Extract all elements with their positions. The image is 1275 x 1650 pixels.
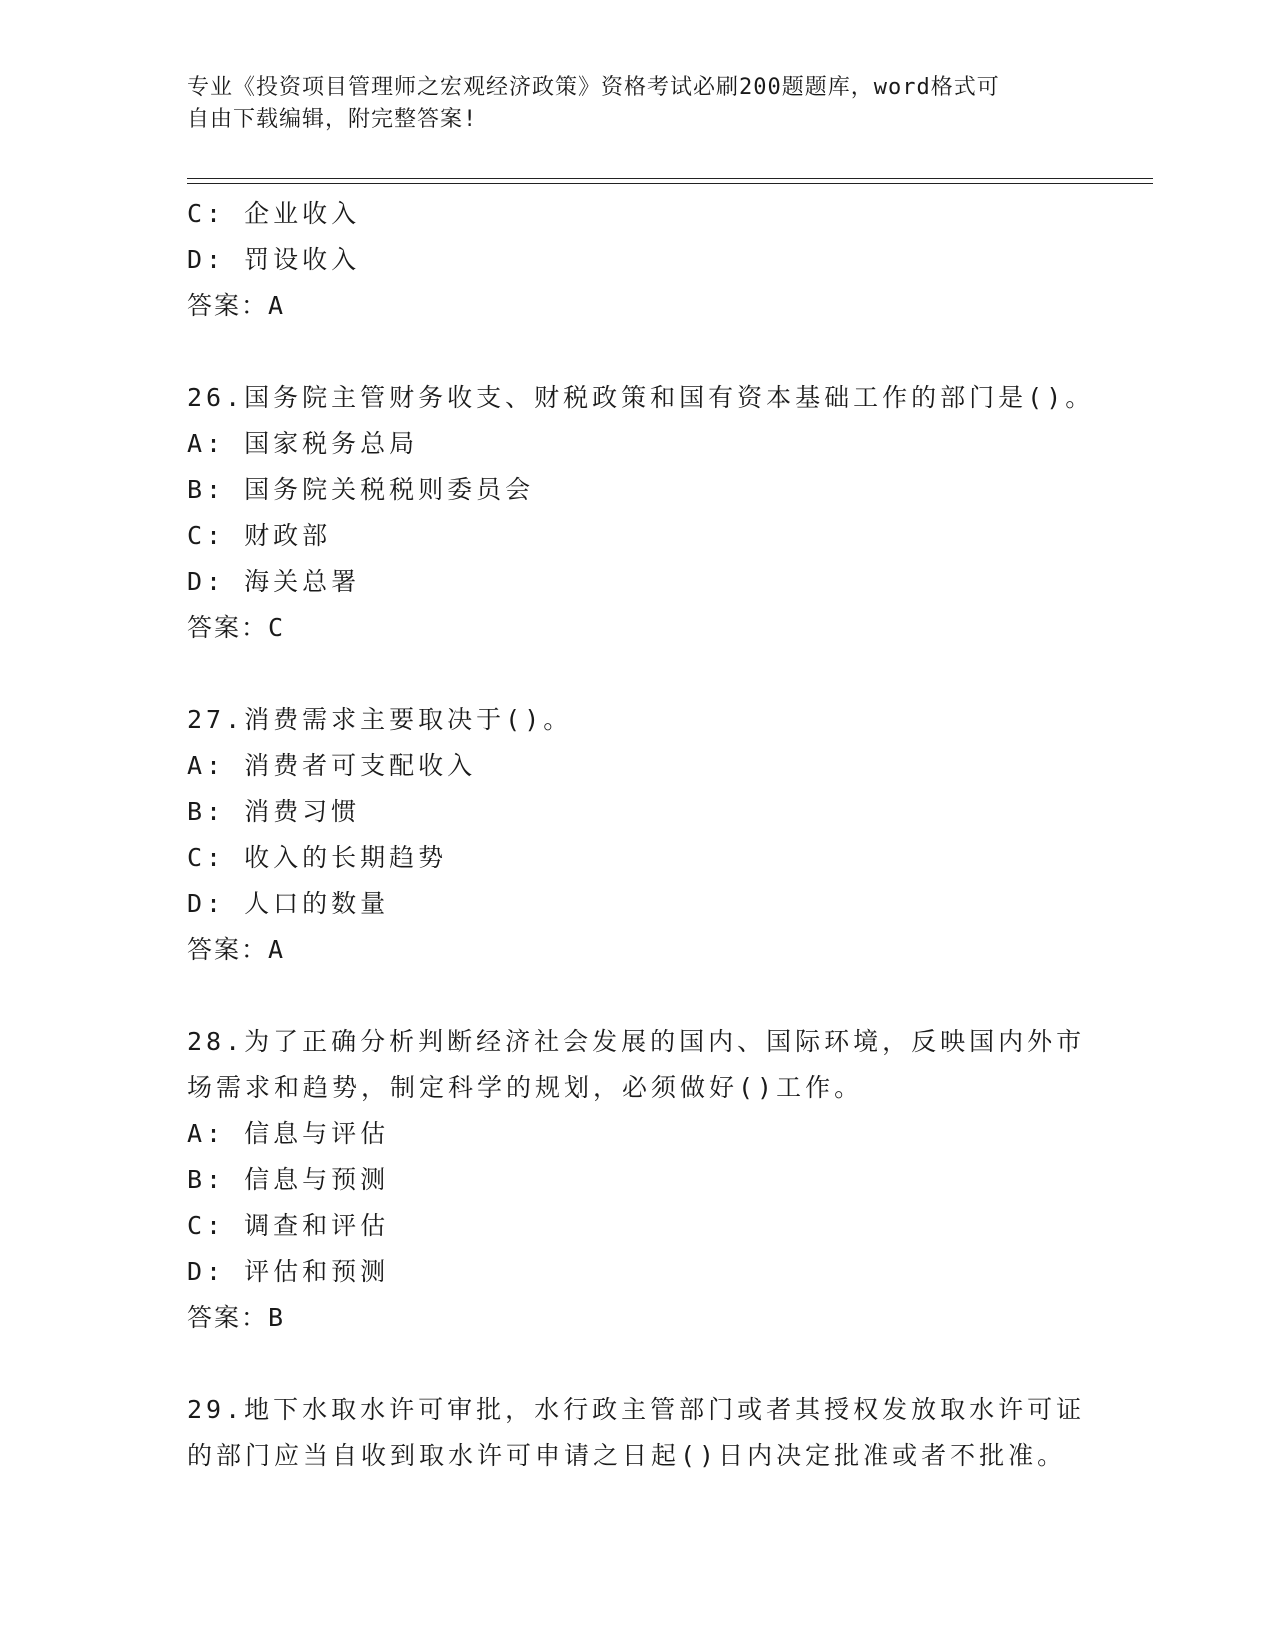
option-a xyxy=(187,421,1087,467)
option-b xyxy=(187,1157,1087,1203)
header-divider-bottom xyxy=(187,183,1153,184)
option-label: B: xyxy=(187,1165,226,1194)
option-text: 收入的长期趋势 xyxy=(244,843,448,872)
header-divider-top xyxy=(187,178,1153,179)
option-text: 国家税务总局 xyxy=(244,429,419,458)
answer-label: 答案： xyxy=(187,613,269,642)
document-header xyxy=(187,72,1067,136)
question-text xyxy=(187,1019,1086,1111)
option-text: 消费习惯 xyxy=(244,797,361,826)
question-27 xyxy=(187,697,1087,973)
option-label: D: xyxy=(187,567,226,596)
option-label: D: xyxy=(187,1257,226,1286)
option-text: 调查和评估 xyxy=(244,1211,390,1240)
answer-label: 答案： xyxy=(187,291,269,320)
answer-value: C xyxy=(268,613,286,642)
option-a xyxy=(187,743,1087,789)
option-b xyxy=(187,467,1087,513)
option-c xyxy=(187,191,1087,237)
question-spacer xyxy=(187,1341,1087,1387)
option-d xyxy=(187,237,1087,283)
question-text-line: 26.国务院主管财务收支、财税政策和国有资本基础工作的部门是()。 xyxy=(187,383,1095,412)
question-list xyxy=(187,191,1095,1479)
option-d xyxy=(187,1249,1087,1295)
answer-line xyxy=(187,605,1087,651)
question-text xyxy=(187,697,1067,743)
option-label: A: xyxy=(187,751,226,780)
option-text: 财政部 xyxy=(244,521,332,550)
question-spacer xyxy=(187,973,1087,1019)
question-29 xyxy=(187,1387,1087,1479)
question-text-line: 29.地下水取水许可审批，水行政主管部门或者其授权发放取水许可证 xyxy=(187,1395,1086,1424)
option-label: A: xyxy=(187,429,226,458)
option-c xyxy=(187,513,1087,559)
header-line-1: 专业《投资项目管理师之宏观经济政策》资格考试必刷200题题库，word格式可 xyxy=(187,75,1000,100)
question-spacer xyxy=(187,651,1087,697)
option-text: 消费者可支配收入 xyxy=(244,751,477,780)
question-text xyxy=(187,375,1095,421)
option-text: 企业收入 xyxy=(244,199,361,228)
option-text: 罚设收入 xyxy=(244,245,361,274)
option-text: 国务院关税税则委员会 xyxy=(244,475,535,504)
option-label: D: xyxy=(187,245,226,274)
question-text-line: 场需求和趋势，制定科学的规划，必须做好()工作。 xyxy=(187,1073,864,1102)
answer-label: 答案： xyxy=(187,935,269,964)
header-line-2: 自由下载编辑，附完整答案! xyxy=(187,107,478,132)
option-label: C: xyxy=(187,1211,226,1240)
option-text: 信息与预测 xyxy=(244,1165,390,1194)
option-label: B: xyxy=(187,797,226,826)
option-d xyxy=(187,559,1087,605)
answer-line xyxy=(187,283,1087,329)
question-text-line: 28.为了正确分析判断经济社会发展的国内、国际环境，反映国内外市 xyxy=(187,1027,1086,1056)
answer-line xyxy=(187,927,1087,973)
answer-line xyxy=(187,1295,1087,1341)
option-d xyxy=(187,881,1087,927)
answer-value: A xyxy=(268,935,286,964)
option-a xyxy=(187,1111,1087,1157)
question-25-partial xyxy=(187,191,1087,329)
option-c xyxy=(187,835,1087,881)
question-text-line: 27.消费需求主要取决于()。 xyxy=(187,705,573,734)
option-text: 评估和预测 xyxy=(244,1257,390,1286)
option-text: 海关总署 xyxy=(244,567,361,596)
option-label: C: xyxy=(187,521,226,550)
option-label: D: xyxy=(187,889,226,918)
question-26 xyxy=(187,375,1095,651)
option-label: C: xyxy=(187,199,226,228)
question-28 xyxy=(187,1019,1087,1341)
option-c xyxy=(187,1203,1087,1249)
option-b xyxy=(187,789,1087,835)
option-text: 信息与评估 xyxy=(244,1119,390,1148)
option-label: B: xyxy=(187,475,226,504)
answer-value: B xyxy=(268,1303,286,1332)
question-spacer xyxy=(187,329,1087,375)
question-text-line: 的部门应当自收到取水许可申请之日起()日内决定批准或者不批准。 xyxy=(187,1441,1067,1470)
option-text: 人口的数量 xyxy=(244,889,390,918)
question-text xyxy=(187,1387,1086,1479)
answer-label: 答案： xyxy=(187,1303,269,1332)
answer-value: A xyxy=(268,291,286,320)
option-label: C: xyxy=(187,843,226,872)
option-label: A: xyxy=(187,1119,226,1148)
